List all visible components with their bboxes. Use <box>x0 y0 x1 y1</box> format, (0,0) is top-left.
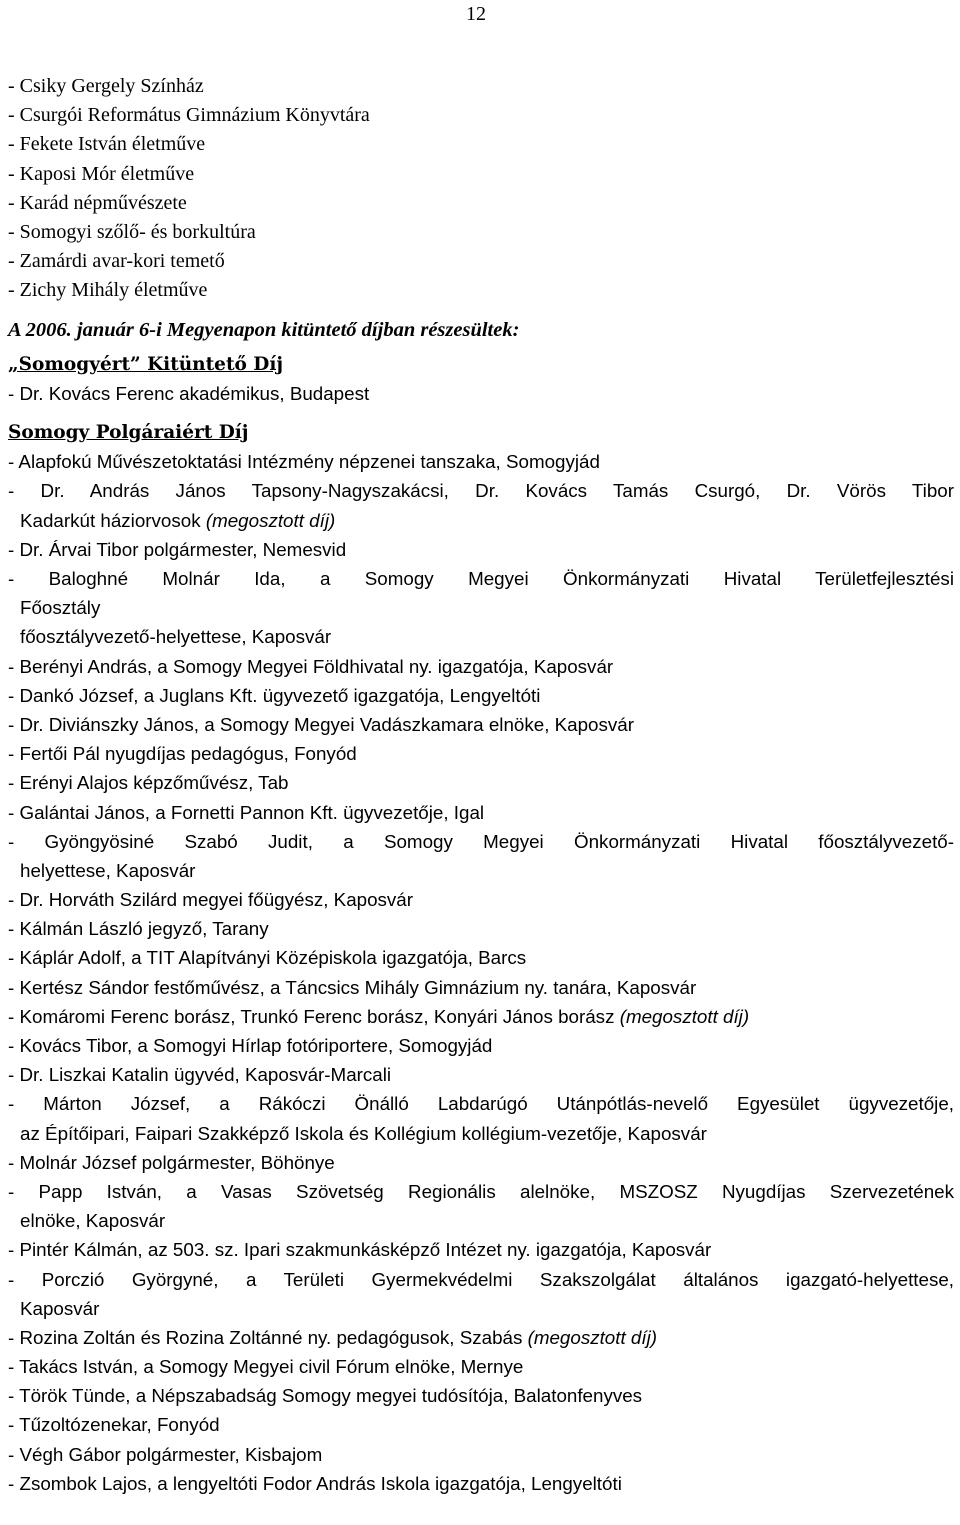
shared-award-note: (megosztott díj) <box>619 1005 750 1027</box>
list-item: - Fekete István életműve <box>8 133 206 156</box>
list-item-text: - Rozina Zoltán és Rozina Zoltánné ny. pedagógusok, Szabás <box>8 1326 523 1348</box>
award-recipient: - Dr. Kovács Ferenc akadémikus, Budapest <box>8 382 370 404</box>
list-item: - Dr. Árvai Tibor polgármester, Nemesvid <box>8 538 347 560</box>
list-item: - Dankó József, a Juglans Kft. ügyvezető igazgatója, Lengyeltóti <box>8 684 541 706</box>
list-item: - Csurgói Református Gimnázium Könyvtára <box>8 104 370 127</box>
section-heading: A 2006. január 6-i Megyenapon kitüntető díjban részesültek: <box>8 318 520 341</box>
list-item: - Baloghné Molnár Ida, a Somogy Megyei Önkormányzati Hivatal Területfejlesztési <box>8 568 954 589</box>
list-item: - Gyöngyösiné Szabó Judit, a Somogy Megyei Önkormányzati Hivatal főosztályvezető- <box>8 830 954 852</box>
list-item: - Zsombok Lajos, a lengyeltóti Fodor András Iskola igazgatója, Lengyeltóti <box>8 1472 622 1494</box>
shared-award-note: (megosztott díj) <box>205 509 336 531</box>
list-item: - Dr. Liszkai Katalin ügyvéd, Kaposvár-Marcali <box>8 1064 392 1086</box>
award-title-somogyert: „Somogyért” Kitüntető Díj <box>8 353 284 375</box>
list-item: - Porczió Györgyné, a Területi Gyermekvédelmi Szakszolgálat általános igazgató-helyettese, <box>8 1268 954 1290</box>
list-item: - Erényi Alajos képzőművész, Tab <box>8 772 289 794</box>
award-title-polgaraiert: Somogy Polgáraiért Díj <box>8 422 249 444</box>
list-item-text: - Komáromi Ferenc borász, Trunkó Ferenc borász, Konyári János borász <box>8 1005 615 1027</box>
institution-list <box>8 72 954 306</box>
shared-award-note: (megosztott díj) <box>527 1326 658 1348</box>
list-item: - Berényi András, a Somogy Megyei Földhivatal ny. igazgatója, Kaposvár <box>8 655 614 677</box>
list-item: - Kertész Sándor festőművész, a Táncsics Mihály Gimnázium ny. tanára, Kaposvár <box>8 976 697 998</box>
list-item-continuation: Főosztály <box>20 597 101 619</box>
list-item <box>8 1002 954 1031</box>
document-body <box>8 72 954 1498</box>
list-item-continuation <box>8 506 954 535</box>
page-number: 12 <box>466 3 486 25</box>
list-item: - Galántai János, a Fornetti Pannon Kft. ügyvezetője, Igal <box>8 801 485 823</box>
list-item: - Pintér Kálmán, az 503. sz. Ipari szakmunkásképző Intézet ny. igazgatója, Kaposvár <box>8 1239 712 1261</box>
list-item-continuation: helyettese, Kaposvár <box>20 859 196 881</box>
list-item: - Dr. Diviánszky János, a Somogy Megyei Vadászkamara elnöke, Kaposvár <box>8 713 634 735</box>
list-item: - Káplár Adolf, a TIT Alapítványi Középiskola igazgatója, Barcs <box>8 947 527 969</box>
list-item-text: Kadarkút háziorvosok <box>20 509 201 531</box>
list-item-continuation: főosztályvezető-helyettese, Kaposvár <box>20 626 332 648</box>
list-item: - Zamárdi avar-kori temető <box>8 250 225 273</box>
list-item <box>8 1323 954 1352</box>
list-item: - Alapfokú Művészetoktatási Intézmény népzenei tanszaka, Somogyjád <box>8 451 600 473</box>
list-item: - Dr. András János Tapsony-Nagyszakácsi, Dr. Kovács Tamás Csurgó, Dr. Vörös Tibor <box>8 480 954 502</box>
list-item: - Karád népművészete <box>8 191 187 214</box>
list-item: - Kaposi Mór életműve <box>8 162 195 185</box>
list-item-continuation: az Építőipari, Faipari Szakképző Iskola és Kollégium kollégium-vezetője, Kaposvár <box>20 1122 707 1144</box>
list-item: - Tűzoltózenekar, Fonyód <box>8 1414 220 1436</box>
list-item: - Papp István, a Vasas Szövetség Regionális alelnöke, MSZOSZ Nyugdíjas Szervezetének <box>8 1180 954 1202</box>
list-item: - Kovács Tibor, a Somogyi Hírlap fotóriportere, Somogyjád <box>8 1035 493 1056</box>
list-item: - Végh Gábor polgármester, Kisbajom <box>8 1443 323 1465</box>
list-item-continuation: Kaposvár <box>20 1297 100 1319</box>
list-item: - Fertői Pál nyugdíjas pedagógus, Fonyód <box>8 743 357 765</box>
list-item: - Takács István, a Somogy Megyei civil Fórum elnöke, Mernye <box>8 1356 524 1378</box>
list-item: - Kálmán László jegyző, Tarany <box>8 918 269 940</box>
list-item: - Molnár József polgármester, Böhönye <box>8 1151 335 1173</box>
list-item: - Zichy Mihály életműve <box>8 279 208 302</box>
list-item: - Dr. Horváth Szilárd megyei főügyész, Kaposvár <box>8 889 414 911</box>
list-item: - Somogyi szőlő- és borkultúra <box>8 220 256 243</box>
list-item: - Török Tünde, a Népszabadság Somogy megyei tudósítója, Balatonfenyves <box>8 1385 643 1407</box>
list-item: - Márton József, a Rákóczi Önálló Labdarúgó Utánpótlás-nevelő Egyesület ügyvezetője, <box>8 1093 954 1115</box>
list-item-continuation: elnöke, Kaposvár <box>20 1210 166 1232</box>
list-item: - Csiky Gergely Színház <box>8 75 204 97</box>
